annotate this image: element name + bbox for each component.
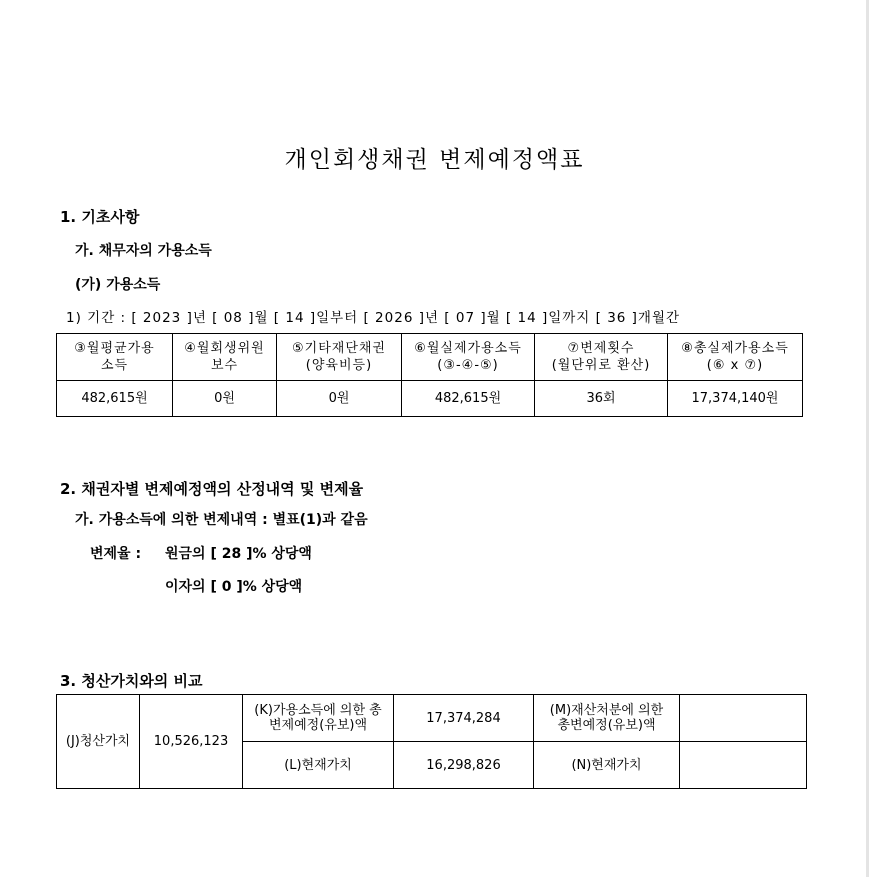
section1-sub-a1: (가) 가용소득: [75, 277, 161, 293]
present-value-l-label: (L)현재가치: [243, 742, 394, 789]
present-value-l: 16,298,826: [394, 742, 534, 789]
header-payment-count: ⑦변제횟수 (월단위로 환산): [535, 334, 668, 381]
liquidation-compare-table: [56, 694, 807, 789]
value-monthly-net-income: 482,615원: [402, 381, 535, 417]
section2-sub-a: 가. 가용소득에 의한 변제내역 : 별표(1)과 같음: [75, 512, 368, 528]
principal-rate-line: 원금의 [ 28 ]% 상당액: [165, 546, 312, 562]
section1-heading: 1. 기초사항: [60, 208, 140, 226]
value-other-claims: 0원: [277, 381, 402, 417]
section1-sub-a: 가. 채무자의 가용소득: [75, 243, 212, 259]
income-table: [56, 333, 803, 417]
total-planned-payment-label: (K)가용소득에 의한 총 변제예정(유보)액: [243, 695, 394, 742]
value-monthly-avg-income: 482,615원: [57, 381, 173, 417]
value-trustee-fee: 0원: [173, 381, 277, 417]
total-planned-payment-value: 17,374,284: [394, 695, 534, 742]
section2-heading: 2. 채권자별 변제예정액의 산정내역 및 변제율: [60, 480, 364, 498]
value-total-net-income: 17,374,140원: [668, 381, 803, 417]
document-title: 개인회생채권 변제예정액표: [284, 147, 585, 173]
header-monthly-avg-income: ③월평균가용 소득: [57, 334, 173, 381]
section3-heading: 3. 청산가치와의 비교: [60, 672, 203, 690]
header-other-claims: ⑤기타재단채권 (양육비등): [277, 334, 402, 381]
present-value-n: [680, 742, 807, 789]
value-payment-count: 36회: [535, 381, 668, 417]
liquidation-value-label: (J)청산가치: [57, 695, 140, 789]
interest-rate-line: 이자의 [ 0 ]% 상당액: [165, 579, 303, 595]
rate-label: 변제율 :: [90, 546, 142, 562]
liquidation-value: 10,526,123: [140, 695, 243, 789]
property-disposal-value: [680, 695, 807, 742]
property-disposal-label: (M)재산처분에 의한 총변예정(유보)액: [534, 695, 680, 742]
period-line: 1) 기간 : [ 2023 ]년 [ 08 ]월 [ 14 ]일부터 [ 2026 ]년 [ 07 ]월 [ 14 ]일까지 [ 36 ]개월간: [66, 310, 681, 326]
present-value-n-label: (N)현재가치: [534, 742, 680, 789]
header-total-net-income: ⑧총실제가용소득 (⑥ x ⑦): [668, 334, 803, 381]
header-monthly-net-income: ⑥월실제가용소득 (③-④-⑤): [402, 334, 535, 381]
header-trustee-fee: ④월회생위원 보수: [173, 334, 277, 381]
